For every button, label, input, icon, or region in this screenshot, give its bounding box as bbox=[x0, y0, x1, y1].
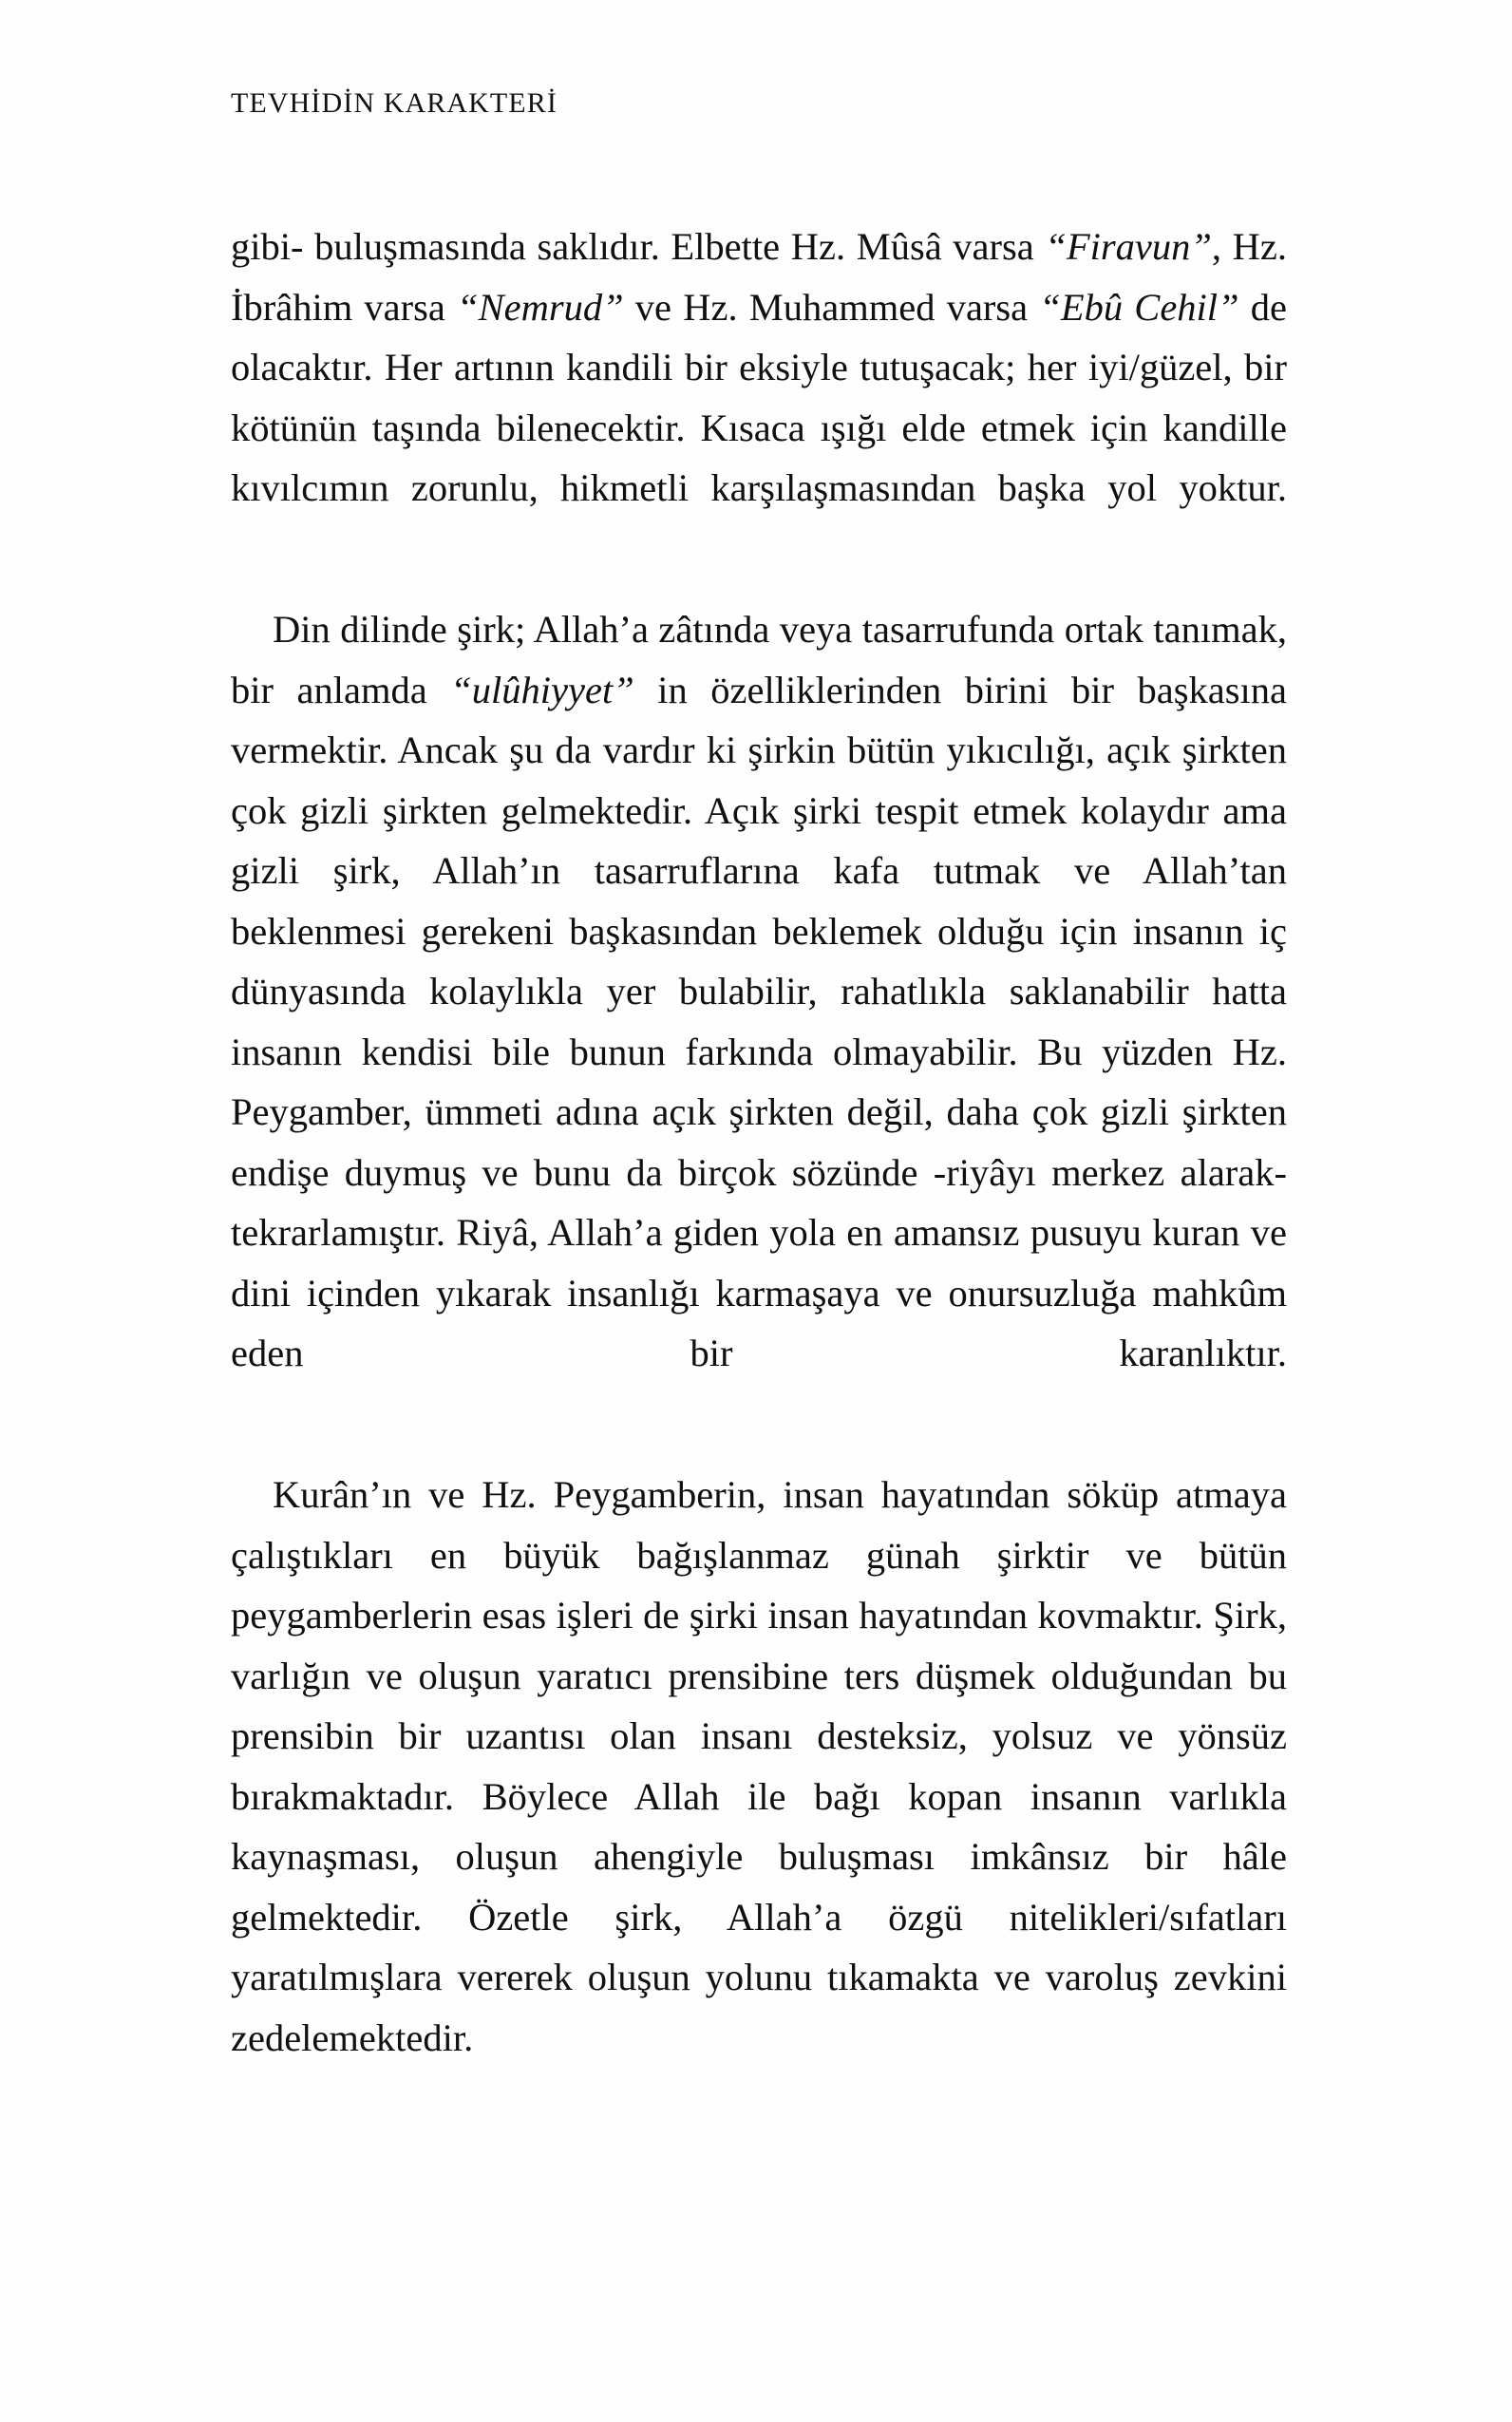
quoted-term-uluhiyyet: “ulûhiyyet” bbox=[450, 668, 634, 711]
paragraph-1-text-a: gibi- buluşmasında saklıdır. Elbette Hz. Mûsâ varsa bbox=[231, 225, 1046, 268]
paragraph-1-text-b: , Hz. İbrâhim varsa bbox=[231, 225, 1287, 329]
paragraph-3 bbox=[231, 1465, 1287, 2129]
quoted-name-ebu-cehil: “Ebû Cehil” bbox=[1039, 285, 1239, 329]
paragraph-1-text-d: de olacaktır. Her artının kandili bir eksiyle tutuşacak; her iyi/güzel, bir kötünün taşında bilenecektir. Kısaca ışığı elde etmek için kandille kıvılcımın zorunlu, hikmetli karşılaşmasından başka yol yoktur. bbox=[231, 285, 1288, 509]
paragraph-1 bbox=[231, 217, 1287, 578]
paragraph-1-text-c: ve Hz. Muhammed varsa bbox=[623, 285, 1040, 329]
paragraph-3-text-a: Kurân’ın ve Hz. Peygamberin, insan hayatından söküp atmaya çalıştıkları en büyük bağışlanmaz günah şirktir ve bütün peygamberlerin esas işleri de şirki insan hayatından kovmaktır. Şirk, varlığın ve oluşun yaratıcı prensibine ters düşmek olduğundan bu prensibin bir uzantısı olan insanı desteksiz, yolsuz ve yönsüz bırakmaktadır. Böylece Allah ile bağı kopan insanın varlıkla kaynaşması, oluşun ahengiyle buluşması imkânsız bir hâle gelmektedir. Özetle şirk, Allah’a özgü nitelikleri/sıfatları yaratılmışlara vererek oluşun yolunu tıkamakta ve varoluş zevkini zedelemektedir. bbox=[231, 1473, 1287, 2059]
paragraph-2 bbox=[231, 599, 1287, 1444]
paragraph-2-text-b: in özelliklerinden birini bir başkasına vermektir. Ancak şu da vardır ki şirkin bütün yıkıcılığı, açık şirkten çok gizli şirkten gelmektedir. Açık şirki tespit etmek kolaydır ama gizli şirk, Allah’ın tasarruflarına kafa tutmak ve Allah’tan beklenmesi gerekeni başkasından beklemek olduğu için insanın iç dünyasında kolaylıkla yer bulabilir, rahatlıkla saklanabilir hatta insanın kendisi bile bunun farkında olmayabilir. Bu yüzden Hz. Peygamber, ümmeti adına açık şirkten değil, daha çok gizli şirkten endişe duymuş ve bunu da birçok sözünde -riyâyı merkez alarak- tekrarlamıştır. Riyâ, Allah’a giden yola en amansız pusuyu kuran ve dini içinden yıkarak insanlığı karmaşaya ve onursuzluğa mahkûm eden bir karanlıktır. bbox=[231, 668, 1288, 1374]
paragraph-2-text-a: Din dilinde şirk; Allah’a zâtında veya tasarrufunda ortak tanımak, bir anlamda bbox=[231, 608, 1287, 711]
body-text-block bbox=[231, 217, 1287, 2129]
quoted-name-firavun: “Firavun” bbox=[1045, 225, 1212, 268]
running-head: TEVHİDİN KARAKTERİ bbox=[231, 87, 558, 119]
quoted-name-nemrud: “Nemrud” bbox=[457, 285, 624, 329]
